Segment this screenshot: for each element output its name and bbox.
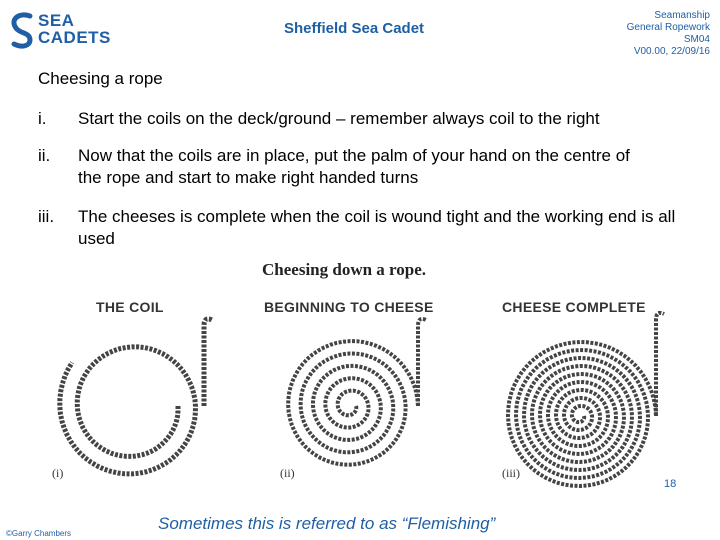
rope-illustration [40, 256, 680, 496]
figure-label-coil: THE COIL [96, 299, 164, 315]
header-title: Sheffield Sea Cadet [284, 20, 425, 37]
step-text: The cheeses is complete when the coil is wound tight and the working end is all used [78, 207, 676, 248]
page-number: 18 [664, 478, 677, 490]
cheesing-figure [40, 256, 680, 496]
step-number: i. [38, 109, 47, 128]
cheese-complete-rope [508, 342, 656, 486]
logo-wordmark [38, 12, 111, 46]
step-text: Start the coils on the deck/ground – remember always coil to the right [78, 109, 600, 128]
meta-subject: Seamanship [654, 10, 710, 21]
figure-label-complete: CHEESE COMPLETE [502, 299, 646, 315]
figure-numeral: (iii) [502, 466, 520, 480]
footer-note: Sometimes this is referred to as “Flemishing” [158, 514, 496, 533]
slide-title: Cheesing a rope [38, 69, 163, 88]
step-number: iii. [38, 207, 55, 226]
sea-cadets-logo-icon [8, 10, 38, 50]
figure-title: Cheesing down a rope. [262, 260, 427, 279]
cheese-start-rope-end [418, 319, 426, 406]
meta-code: SM04 [683, 34, 710, 45]
sea-cadets-logo [8, 10, 118, 50]
coil-rope-end [204, 319, 212, 406]
figure-numeral: (ii) [280, 466, 295, 480]
step-number: ii. [38, 146, 51, 165]
coil-rope [60, 347, 196, 474]
logo-line-2: CADETS [38, 28, 111, 47]
footer-credit: ©Garry Chambers [6, 529, 72, 538]
cheese-start-rope [288, 341, 418, 465]
meta-topic: General Ropework [626, 22, 710, 33]
header-meta [570, 10, 710, 58]
figure-numeral: (i) [52, 466, 64, 480]
logo-line-1: SEA [38, 11, 75, 30]
figure-label-beginning: BEGINNING TO CHEESE [264, 299, 434, 315]
meta-version: V00.00, 22/09/16 [633, 46, 710, 57]
step-text: Now that the coils are in place, put the palm of your hand on the centre of the rope and start to make right handed turns [78, 146, 630, 187]
cheese-complete-rope-end [656, 313, 664, 416]
